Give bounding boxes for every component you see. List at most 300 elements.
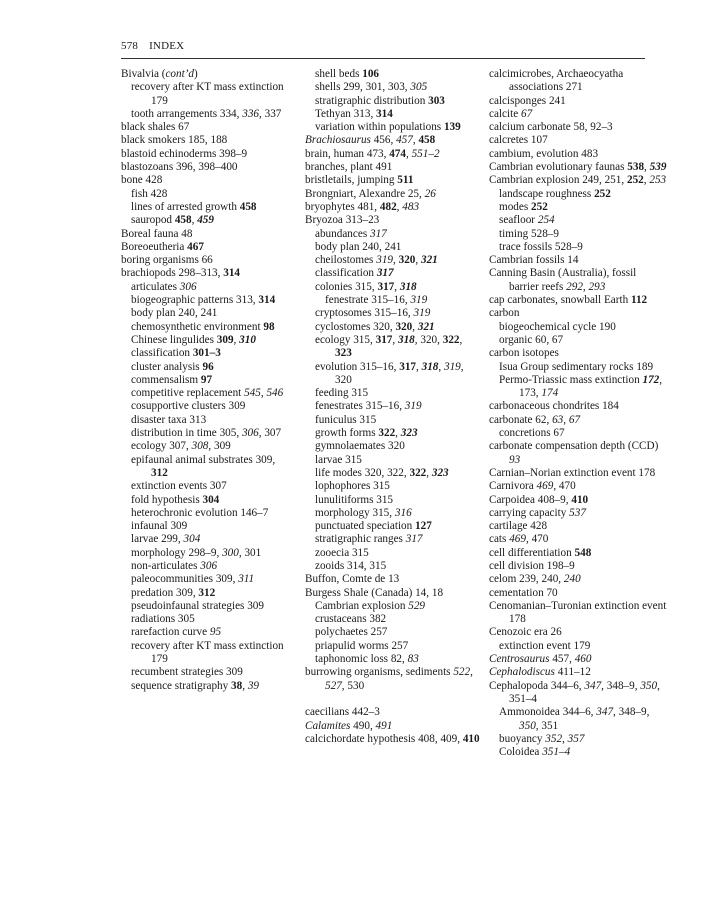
entry-text: 347 <box>596 706 614 719</box>
index-subentry <box>121 361 293 374</box>
entry-text: calcimicrobes, Archaeocyatha associations 271 <box>489 68 624 94</box>
entry-text: stratigraphic ranges <box>315 533 406 546</box>
entry-text: Cambrian explosion <box>315 599 409 612</box>
entry-text: cheilostomes <box>315 254 377 267</box>
entry-text: , 530 <box>341 679 365 692</box>
entry-text: 474 <box>389 147 406 160</box>
entry-text: 309 <box>216 333 234 346</box>
running-title: INDEX <box>149 40 185 52</box>
entry-text: ) <box>194 68 198 80</box>
entry-text: cats <box>489 533 510 546</box>
entry-text: 317 <box>377 280 395 293</box>
index-entry <box>305 201 480 214</box>
entry-text: recovery after KT mass extinction 179 <box>131 639 284 666</box>
entry-text: competitive replacement <box>131 387 245 400</box>
entry-text: Centrosaurus <box>489 653 550 666</box>
entry-text: 322 <box>378 427 396 440</box>
entry-text: cap carbonates, snowball Earth <box>489 294 631 307</box>
entry-text: 511 <box>397 174 414 187</box>
entry-text: modes <box>499 200 532 213</box>
header-rule <box>121 58 645 59</box>
entry-text: Isua Group sedimentary rocks 189 <box>499 360 654 373</box>
entry-text: non-articulates <box>131 559 201 572</box>
entry-text: , <box>412 134 419 147</box>
entry-text: bryophytes 481, <box>305 200 380 213</box>
index-entry <box>489 121 667 134</box>
index-entry <box>305 733 480 746</box>
index-subentry <box>305 653 480 666</box>
entry-text: , <box>416 360 422 373</box>
entry-text: landscape roughness <box>499 187 595 200</box>
entry-text: 83 <box>407 653 419 666</box>
entry-text: 546 <box>266 387 284 400</box>
index-subentry <box>121 307 293 320</box>
entry-text: articulates <box>131 280 180 293</box>
entry-text: rarefaction curve <box>131 626 210 639</box>
entry-text: 483 <box>402 200 420 213</box>
index-column-3 <box>489 68 667 759</box>
entry-text: , 320, <box>414 333 443 346</box>
entry-text: cyclostomes 320, <box>315 320 396 333</box>
index-subentry <box>305 613 480 626</box>
index-subentry <box>121 281 293 294</box>
entry-text: , <box>470 666 473 679</box>
entry-text: zooids 314, 315 <box>315 559 387 572</box>
entry-text: trace fossils 528–9 <box>499 240 583 253</box>
entry-text: blastozoans 396, 398–400 <box>121 161 238 174</box>
entry-text: celom 239, 240, <box>489 573 564 586</box>
entry-text: larvae 299, <box>131 533 184 546</box>
entry-text: 411–12 <box>554 666 591 679</box>
entry-text: 306 <box>179 280 197 293</box>
index-subentry <box>489 640 667 653</box>
index-subentry <box>305 228 480 241</box>
entry-text: crustaceans 382 <box>315 613 387 626</box>
index-entry <box>305 148 480 161</box>
index-entry <box>489 653 667 666</box>
entry-text: 545 <box>244 387 261 400</box>
entry-text: calcretes 107 <box>489 134 548 147</box>
index-subentry <box>121 613 293 626</box>
index-entry <box>489 587 667 600</box>
index-subentry <box>121 108 293 121</box>
index-subentry <box>305 414 480 427</box>
entry-text: 321 <box>417 320 435 333</box>
entry-text: carbonaceous chondrites 184 <box>489 400 619 413</box>
entry-text: , <box>396 200 403 213</box>
entry-text: 317 <box>376 267 394 280</box>
entry-text: infaunal 309 <box>131 520 188 533</box>
entry-text: 458 <box>174 214 192 227</box>
entry-text: 319 <box>443 360 461 373</box>
index-entry <box>305 706 480 719</box>
index-subentry <box>489 228 667 241</box>
index-entry <box>489 507 667 520</box>
entry-text: 336 <box>242 107 260 120</box>
index-entry <box>489 174 667 187</box>
entry-text: sequence stratigraphy <box>131 679 232 692</box>
entry-text: , <box>415 254 421 267</box>
entry-text: 322 <box>442 333 460 346</box>
index-subentry <box>305 95 480 108</box>
entry-text: carrying capacity <box>489 506 570 519</box>
entry-text: 458 <box>418 134 436 147</box>
entry-text: 63 <box>552 413 564 426</box>
entry-text: 97 <box>200 373 213 386</box>
entry-text: sauropod <box>131 214 175 227</box>
entry-text: Burgess Shale (Canada) 14, 18 <box>305 586 444 599</box>
index-subentry <box>121 560 293 573</box>
index-subentry <box>121 81 293 108</box>
entry-text: 469 <box>536 480 554 493</box>
index-entry <box>489 520 667 533</box>
index-subentry <box>489 746 667 759</box>
entry-text: colonies 315, <box>315 280 378 293</box>
entry-text: 312 <box>151 466 168 479</box>
index-subentry <box>305 400 480 413</box>
index-entry <box>489 294 667 307</box>
entry-text: 306 <box>200 559 218 572</box>
entry-text: Cephalodiscus <box>489 666 555 679</box>
index-entry <box>489 494 667 507</box>
entry-text: 314 <box>376 107 393 120</box>
entry-text: pseudoinfaunal strategies 309 <box>131 599 264 612</box>
entry-text: brain, human 473, <box>305 147 390 160</box>
index-entry <box>489 467 667 480</box>
index-entry <box>305 720 480 733</box>
entry-text: paleocommunities 309, <box>131 573 239 586</box>
index-entry <box>489 95 667 108</box>
index-subentry <box>121 188 293 201</box>
index-subentry <box>305 294 480 307</box>
entry-text: buoyancy <box>499 732 546 745</box>
entry-text: , 351–4 <box>509 679 660 705</box>
index-subentry <box>305 387 480 400</box>
entry-text: life modes 320, 322, <box>315 466 410 479</box>
entry-text: organic 60, 67 <box>499 333 564 346</box>
entry-text: Bryozoa 313–23 <box>305 214 380 227</box>
entry-text: abundances <box>315 227 370 240</box>
index-subentry <box>305 254 480 267</box>
index-subentry <box>305 108 480 121</box>
index-entry <box>489 347 667 360</box>
index-entry <box>489 307 667 320</box>
entry-text: feeding 315 <box>315 387 369 400</box>
index-subentry <box>305 626 480 639</box>
entry-text: 320 <box>395 320 413 333</box>
entry-text: stratigraphic distribution <box>315 94 429 107</box>
index-subentry <box>305 507 480 520</box>
entry-text: , <box>394 280 400 293</box>
index-entry <box>489 254 667 267</box>
entry-text: variation within populations <box>315 121 444 134</box>
entry-text: Chinese lingulides <box>131 333 217 346</box>
index-entry <box>489 573 667 586</box>
running-header <box>121 40 645 52</box>
entry-text: 538 <box>627 161 645 174</box>
entry-text: 252 <box>594 187 611 200</box>
entry-text: disaster taxa 313 <box>131 413 207 426</box>
index-entry <box>121 161 293 174</box>
entry-text: , <box>233 333 240 346</box>
index-entry <box>489 666 667 679</box>
index-entry <box>489 533 667 546</box>
entry-text: 482 <box>379 200 397 213</box>
index-entry <box>489 626 667 639</box>
entry-text: Cambrian evolutionary faunas <box>489 161 628 174</box>
entry-text: recovery after KT mass extinction 179 <box>131 81 284 107</box>
index-entry <box>489 480 667 493</box>
index-entry <box>305 174 480 187</box>
entry-text: cluster analysis <box>131 360 203 373</box>
index-subentry <box>121 387 293 400</box>
index-subentry <box>305 440 480 453</box>
entry-text: 318 <box>397 333 415 346</box>
index-subentry <box>489 427 667 440</box>
entry-text: 98 <box>263 320 275 333</box>
index-subentry <box>121 666 293 679</box>
index-subentry <box>121 374 293 387</box>
entry-text: 529 <box>408 599 425 612</box>
entry-text: 352 <box>545 732 563 745</box>
index-subentry <box>305 281 480 294</box>
index-entry <box>489 134 667 147</box>
entry-text: 319 <box>410 294 428 307</box>
entry-text: lophophores 315 <box>315 480 390 493</box>
entry-text: extinction event 179 <box>499 639 591 652</box>
entry-text: , 348–9, <box>601 679 641 692</box>
entry-text: 67 <box>568 413 581 426</box>
entry-text: blastoid echinoderms 398–9 <box>121 147 248 160</box>
entry-text: 292 <box>566 280 583 293</box>
entry-text: zooecia 315 <box>315 546 369 559</box>
index-entry <box>305 573 480 586</box>
index-entry <box>489 148 667 161</box>
index-column-2 <box>305 68 480 746</box>
entry-text: Tethyan 313, <box>315 107 377 120</box>
index-subentry <box>305 267 480 280</box>
index-subentry <box>121 494 293 507</box>
entry-text: 304 <box>183 533 201 546</box>
entry-text: body plan 240, 241 <box>315 240 402 253</box>
entry-text: growth forms <box>315 427 379 440</box>
index-entry <box>305 587 480 600</box>
entry-text: timing 528–9 <box>499 227 559 240</box>
entry-text: 318 <box>399 280 417 293</box>
entry-text: 67 <box>520 107 533 120</box>
entry-text: Permo-Triassic mass extinction <box>499 373 643 386</box>
entry-text: , <box>242 679 248 692</box>
entry-text: , 309 <box>208 440 231 453</box>
entry-text: taphonomic loss 82, <box>315 653 408 666</box>
index-subentry <box>305 480 480 493</box>
entry-text: Cambrian fossils 14 <box>489 254 579 267</box>
index-subentry <box>121 454 293 481</box>
entry-text: ecology 307, <box>131 440 192 453</box>
index-subentry <box>121 626 293 639</box>
entry-text: 350 <box>640 679 658 692</box>
entry-text: Cambrian explosion 249, 251, <box>489 174 627 187</box>
entry-text: 306 <box>241 427 259 440</box>
entry-text: , <box>563 413 569 426</box>
entry-text: 314 <box>258 294 276 307</box>
entry-text: cell differentiation <box>489 546 575 559</box>
entry-text: 95 <box>209 626 222 639</box>
entry-text: caecilians 442–3 <box>305 706 380 719</box>
entry-text: 459 <box>197 214 214 227</box>
index-subentry <box>305 321 480 334</box>
entry-text: Boreal fauna 48 <box>121 227 193 240</box>
index-entry <box>489 414 667 427</box>
entry-text: 317 <box>375 333 393 346</box>
entry-text: 304 <box>202 493 220 506</box>
entry-text: cartilage 428 <box>489 520 548 533</box>
index-entry <box>489 161 667 174</box>
index-subentry <box>305 494 480 507</box>
entry-text: 539 <box>649 161 667 174</box>
index-subentry <box>121 294 293 307</box>
entry-text: carbonate 62, <box>489 413 553 426</box>
index-subentry <box>489 241 667 254</box>
entry-text: 172 <box>642 373 660 386</box>
entry-text: , 470 <box>525 533 549 546</box>
index-subentry <box>489 733 667 746</box>
entry-text: 308 <box>191 440 209 453</box>
entry-text: 323 <box>335 347 352 360</box>
index-entry <box>121 254 293 267</box>
index-subentry <box>121 640 293 667</box>
entry-text: extinction events 307 <box>131 480 227 493</box>
entry-text: , 320 <box>335 360 464 386</box>
entry-text: , <box>260 387 267 400</box>
index-subentry <box>305 547 480 560</box>
index-entry <box>489 400 667 413</box>
entry-text: , 348–9, <box>613 706 650 719</box>
entry-text: 410 <box>462 732 480 745</box>
entry-text: 38 <box>231 679 243 692</box>
entry-text: carbonate compensation depth (CCD) <box>489 440 659 453</box>
entry-text: Cenozoic era 26 <box>489 626 562 639</box>
index-entry <box>121 134 293 147</box>
entry-text: 127 <box>415 520 432 533</box>
entry-text: 252 <box>626 174 644 187</box>
index-subentry <box>121 587 293 600</box>
entry-text: branches, plant 491 <box>305 161 393 174</box>
index-subentry <box>121 547 293 560</box>
entry-text: 139 <box>443 121 461 134</box>
entry-text: 112 <box>630 294 648 307</box>
entry-text: biogeographic patterns 313, <box>131 294 259 307</box>
entry-text: cont’d <box>165 68 195 80</box>
index-subentry <box>489 361 667 374</box>
index-subentry <box>305 81 480 94</box>
entry-text: polychaetes 257 <box>315 626 388 639</box>
index-subentry <box>121 520 293 533</box>
entry-text: 537 <box>569 506 586 519</box>
entry-text: cosupportive clusters 309 <box>131 400 246 413</box>
entry-text: fenestrate 315–16, <box>325 294 411 307</box>
entry-text: 323 <box>400 427 418 440</box>
entry-text: funiculus 315 <box>315 413 377 426</box>
entry-text: bone 428 <box>121 174 163 187</box>
entry-text: 293 <box>588 280 606 293</box>
entry-text: , 351 <box>535 719 559 732</box>
index-subentry <box>121 573 293 586</box>
entry-text: 93 <box>509 453 521 466</box>
entry-text: 311 <box>238 573 255 586</box>
entry-text: fenestrates 315–16, <box>315 400 405 413</box>
entry-text: Cenomanian–Turonian extinction event 178 <box>489 599 667 626</box>
entry-text: 301–3 <box>192 347 221 360</box>
entry-text: bristletails, jumping <box>305 174 398 187</box>
entry-text: 551–2 <box>411 147 440 160</box>
index-subentry <box>489 201 667 214</box>
entry-text: 322 <box>409 466 427 479</box>
entry-text: concretions 67 <box>499 427 565 440</box>
entry-text: 460 <box>574 653 592 666</box>
index-subentry <box>121 321 293 334</box>
entry-text: Cephalopoda 344–6, <box>489 679 585 692</box>
entry-text: 312 <box>198 586 216 599</box>
index-entry <box>305 666 480 693</box>
entry-text: 39 <box>247 679 259 692</box>
index-entry <box>489 440 667 467</box>
entry-text: 456, <box>370 134 397 147</box>
entry-text: Carnian–Norian extinction event 178 <box>489 466 656 479</box>
entry-text: biogeochemical cycle 190 <box>499 320 616 333</box>
entry-text: 357 <box>567 732 585 745</box>
index-entry <box>121 267 293 280</box>
index-entry <box>489 108 667 121</box>
entry-text: , <box>392 333 398 346</box>
entry-text: 253 <box>649 174 667 187</box>
entry-text: 317 <box>399 360 416 373</box>
entry-text: 319 <box>404 400 422 413</box>
entry-text: 303 <box>428 94 445 107</box>
index-subentry <box>305 520 480 533</box>
entry-text: 527 <box>325 679 342 692</box>
index-subentry <box>121 347 293 360</box>
index-entry <box>305 188 480 201</box>
entry-text: priapulid worms 257 <box>315 639 409 652</box>
index-entry <box>121 121 293 134</box>
entry-text: 410 <box>571 493 589 506</box>
index-entry <box>121 241 293 254</box>
entry-text: , <box>393 254 399 267</box>
entry-text: 347 <box>584 679 602 692</box>
entry-text: , 337 <box>259 107 282 120</box>
entry-text: 457, <box>549 653 575 666</box>
entry-text: black shales 67 <box>121 121 190 134</box>
index-subentry <box>305 454 480 467</box>
entry-text: shell beds <box>315 68 363 80</box>
entry-text: gymnolaemates 320 <box>315 440 405 453</box>
index-entry <box>489 267 667 294</box>
entry-text: 310 <box>239 333 256 346</box>
entry-text: classification <box>131 347 193 360</box>
entry-text: cryptosomes 315–16, <box>315 307 414 320</box>
entry-text: 490, <box>350 719 376 732</box>
entry-text: Buffon, Comte de 13 <box>305 573 400 586</box>
index-entry <box>489 600 667 627</box>
index-subentry <box>305 68 480 81</box>
entry-text: Brachiosaurus <box>305 134 371 147</box>
entry-text: distribution in time 305, <box>131 427 242 440</box>
entry-text: , <box>643 174 650 187</box>
entry-text: brachiopods 298–313, <box>121 267 224 280</box>
index-entry <box>489 560 667 573</box>
index-entry <box>489 547 667 560</box>
